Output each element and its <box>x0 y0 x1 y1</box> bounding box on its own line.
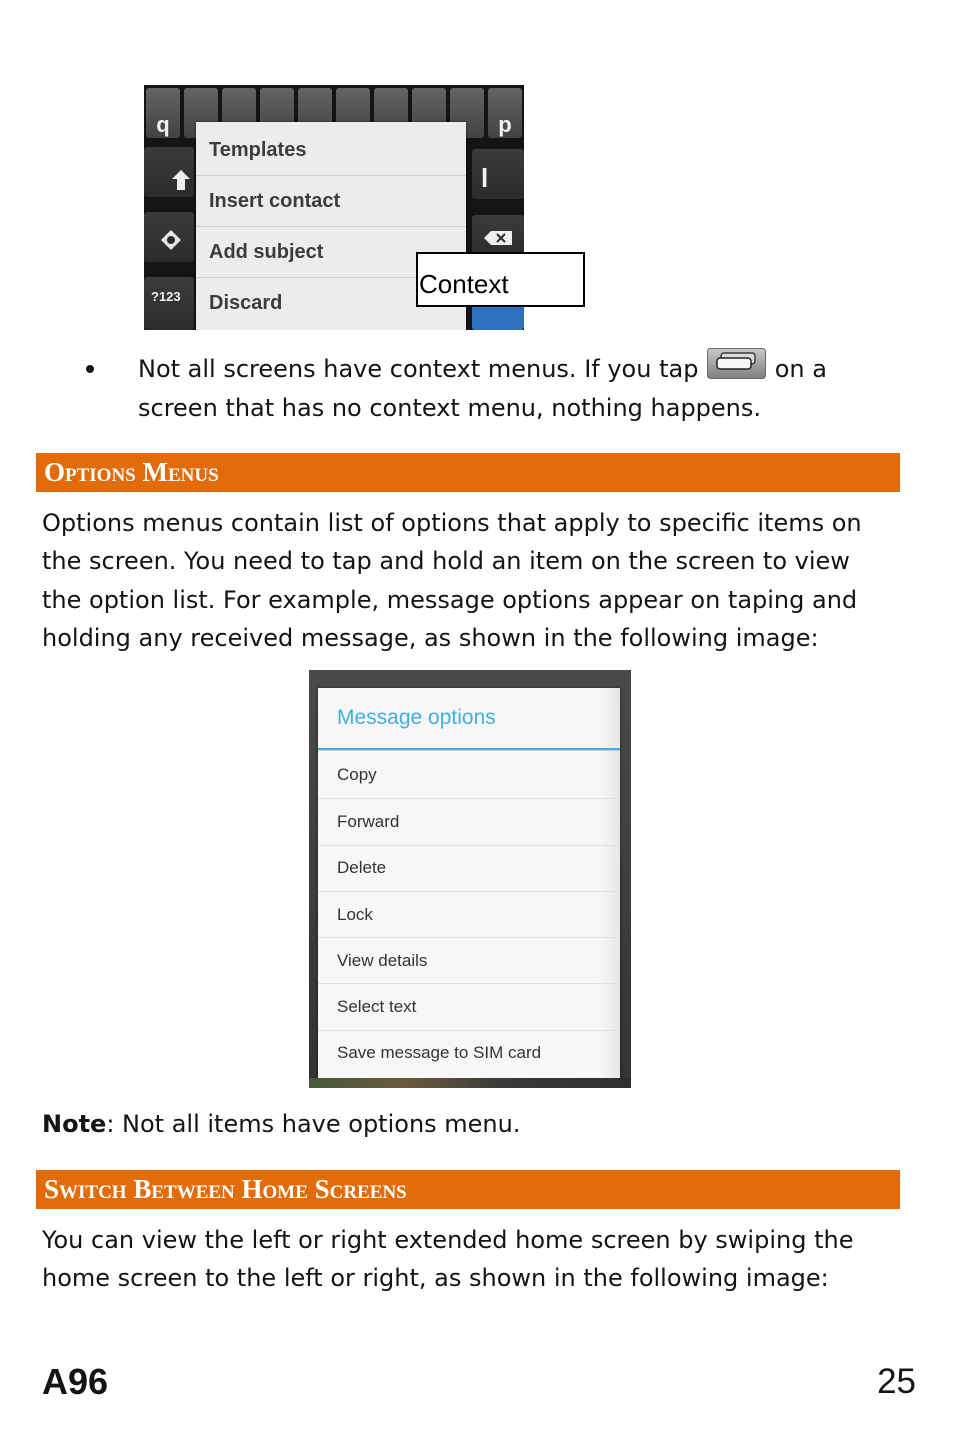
context-menu-item-discard: Discard <box>209 292 283 314</box>
context-menu-item-insert-contact: Insert contact <box>196 176 466 227</box>
bullet-text-before-icon: Not all screens have context menus. If you tap <box>138 355 699 383</box>
options-menus-paragraph: Options menus contain list of options that apply to specific items on the screen. You need to tap and hold an item on the screen to view the option list. For example, message options appear on taping and holding any received message, as shown in the following image: <box>42 509 862 653</box>
key-label: l <box>481 163 489 193</box>
dialog-option-view-details: View details <box>318 937 620 983</box>
footer-model-name: A96 <box>42 1361 109 1402</box>
dialog-title: Message options <box>337 706 496 729</box>
switch-home-screens-paragraph: You can view the left or right extended home screen by swiping the home screen to the left or right, as shown in the following image: <box>42 1226 854 1293</box>
key-label: p <box>498 112 512 137</box>
key-label: q <box>156 112 170 137</box>
section-heading-switch-home-screens: Switch Between Home Screens <box>36 1170 900 1209</box>
dialog-title-divider <box>318 748 620 751</box>
screenshot-bottom-edge <box>309 1078 631 1088</box>
context-menu-item-add-subject: Add subject <box>196 227 466 278</box>
message-options-dialog <box>318 688 620 1078</box>
dialog-option-copy: Copy <box>337 765 377 785</box>
keyboard-key-q <box>146 88 180 138</box>
keyboard-key-l <box>472 149 524 199</box>
message-options-screenshot <box>309 670 631 1088</box>
dialog-option-list <box>318 752 620 1076</box>
settings-icon <box>160 229 182 255</box>
dialog-option-delete: Delete <box>318 845 620 891</box>
bullet-text-after-icon: on a screen that has no context menu, nothing happens. <box>138 355 827 422</box>
keyboard-settings-key <box>144 212 194 262</box>
dialog-option-forward: Forward <box>318 798 620 844</box>
symbols-key-label: ?123 <box>151 289 181 304</box>
dialog-option-lock: Lock <box>318 891 620 937</box>
dialog-option-select-text: Select text <box>318 983 620 1029</box>
menu-key-icon <box>707 348 766 379</box>
context-callout-label: Context <box>416 252 585 307</box>
context-menu-item-templates: Templates <box>196 125 466 176</box>
bullet-text <box>138 350 878 428</box>
note-text: : Not all items have options menu. <box>106 1110 521 1138</box>
keyboard-symbols-key <box>144 277 194 330</box>
footer-page-number: 25 <box>877 1362 916 1401</box>
keyboard-shift-key <box>144 147 194 197</box>
dialog-option-save-to-sim: Save message to SIM card <box>318 1030 620 1076</box>
backspace-icon <box>484 230 512 249</box>
note <box>42 1105 878 1143</box>
bullet-marker <box>86 365 94 373</box>
section-heading-options-menus: Options Menus <box>36 453 900 492</box>
keyboard-key-p <box>488 88 522 138</box>
shift-icon <box>171 169 191 195</box>
note-label: Note <box>42 1110 107 1138</box>
